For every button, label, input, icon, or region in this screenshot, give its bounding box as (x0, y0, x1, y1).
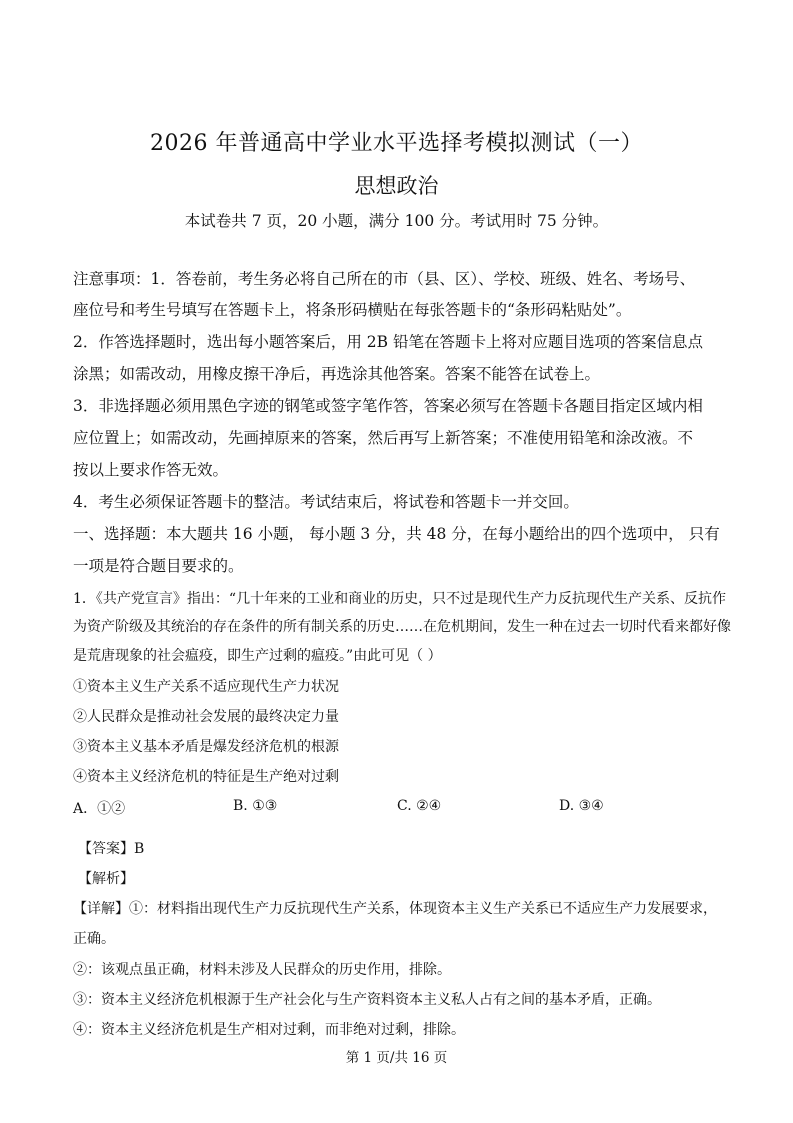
page-footer: 第 1 页/共 16 页 (345, 1050, 448, 1066)
statement-item: ④资本主义经济危机的特征是生产绝对过剩 (73, 769, 339, 785)
notice-line: 2．作答选择题时，选出每小题答案后，用 2B 铅笔在答题卡上将对应题目选项的答案信息点 (73, 333, 703, 351)
subject-title: 思想政治 (354, 174, 439, 198)
explanation-line: 【详解】①：材料指出现代生产力反抗现代生产关系，体现资本主义生产关系已不适应生产力发展要求， (73, 901, 717, 917)
option-c: C. ②④ (397, 798, 442, 814)
option-b: B. ①③ (233, 798, 278, 814)
analysis-label: 【解析】 (78, 871, 134, 887)
option-a: A．①② (73, 801, 126, 817)
statement-item: ①资本主义生产关系不适应现代生产力状况 (73, 679, 339, 695)
explanation-line: ④：资本主义经济危机是生产相对过剩，而非绝对过剩，排除。 (73, 1022, 465, 1038)
option-d: D. ③④ (559, 798, 604, 814)
explanation-line: ③：资本主义经济危机根源于生产社会化与生产资料资本主义私人占有之间的基本矛盾，正确。 (73, 992, 661, 1008)
notice-line: 3．非选择题必须用黑色字迹的钢笔或签字笔作答，答案必须写在答题卡各题目指定区域内相 (73, 397, 703, 415)
question-stem-line: 是荒唐现象的社会瘟疫，即生产过剩的瘟疫。”由此可见（ ） (73, 648, 442, 664)
exam-title: 2026 年普通高中学业水平选择考模拟测试（一） (150, 131, 643, 156)
section-heading: 一项是符合题目要求的。 (73, 557, 244, 575)
exam-intro: 本试卷共 7 页，20 小题，满分 100 分。考试用时 75 分钟。 (184, 212, 609, 230)
notice-line: 座位号和考生号填写在答题卡上，将条形码横贴在每张答题卡的“条形码粘贴处”。 (73, 301, 632, 319)
statement-item: ②人民群众是推动社会发展的最终决定力量 (73, 709, 339, 725)
notice-line: 4．考生必须保证答题卡的整洁。考试结束后，将试卷和答题卡一并交回。 (73, 493, 579, 511)
notice-line: 注意事项：1．答卷前，考生务必将自己所在的市（县、区）、学校、班级、姓名、考场号、 (73, 270, 696, 288)
answer-label: 【答案】B (78, 841, 145, 857)
notice-line: 应位置上；如需改动，先画掉原来的答案，然后再写上新答案；不准使用铅笔和涂改液。不 (73, 429, 694, 447)
notice-line: 按以上要求作答无效。 (73, 461, 229, 479)
explanation-line: ②：该观点虽正确，材料未涉及人民群众的历史作用，排除。 (73, 962, 451, 978)
question-stem-line: 1．《共产党宣言》指出：“几十年来的工业和商业的历史，只不过是现代生产力反抗现代生产关系、反抗作 (73, 591, 727, 607)
explanation-line: 正确。 (73, 931, 115, 947)
question-stem-line: 为资产阶级及其统治的存在条件的所有制关系的历史……在危机期间，发生一种在过去一切时代看来都好像 (73, 619, 731, 635)
notice-line: 涂黑；如需改动，用橡皮擦干净后，再选涂其他答案。答案不能答在试卷上。 (73, 365, 601, 383)
statement-item: ③资本主义基本矛盾是爆发经济危机的根源 (73, 739, 339, 755)
section-heading: 一、选择题：本大题共 16 小题， 每小题 3 分，共 48 分，在每小题给出的四个选项中， 只有 (73, 525, 720, 543)
